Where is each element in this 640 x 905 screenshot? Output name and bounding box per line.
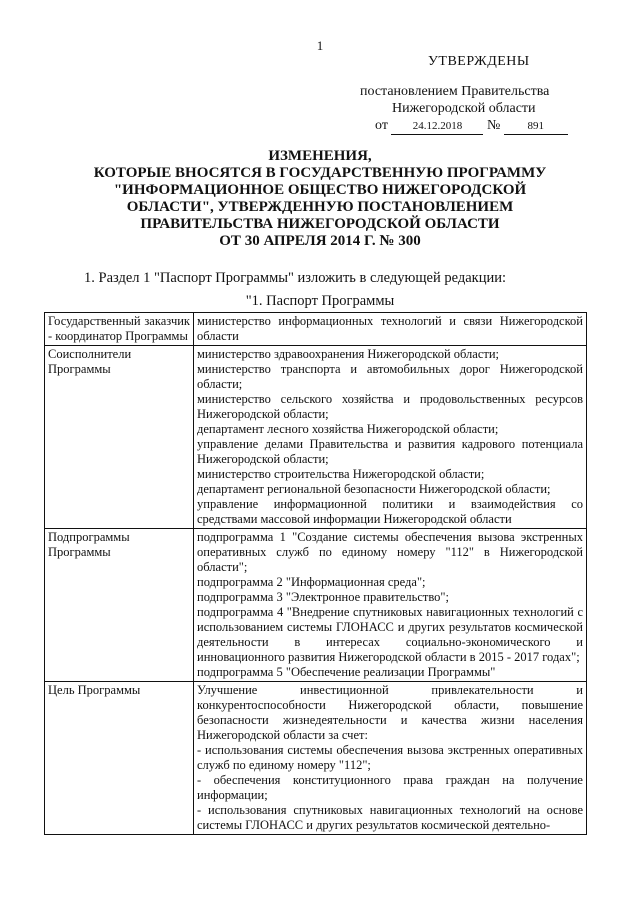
title-line: "ИНФОРМАЦИОННОЕ ОБЩЕСТВО НИЖЕГОРОДСКОЙ	[113, 182, 527, 198]
value-line: - использования спутниковых навигационных технологий на основе системы ГЛОНАСС и других результатов космической деятельно-	[197, 803, 583, 832]
value-line: министерство транспорта и автомобильных дорог Нижегородской области;	[197, 362, 583, 391]
document-title	[60, 148, 580, 250]
value-line: подпрограмма 2 "Информационная среда";	[197, 575, 426, 589]
number-prefix: №	[486, 118, 501, 133]
approval-line-2: Нижегородской области	[392, 101, 536, 116]
approval-title: УТВЕРЖДЕНЫ	[428, 54, 530, 69]
row-value	[194, 529, 587, 682]
table-row	[45, 313, 587, 346]
table-row	[45, 346, 587, 529]
value-line: Улучшение инвестиционной привлекательности и конкурентоспособности Нижегородской области, повышение безопасности жизнедеятельности и качества жизни населения Нижегородской области за счет:	[197, 683, 583, 742]
table-row	[45, 529, 587, 682]
value-line: подпрограмма 5 "Обеспечение реализации Программы"	[197, 665, 496, 679]
value-line: министерство информационных технологий и связи Нижегородской области	[197, 314, 583, 343]
value-line: министерство здравоохранения Нижегородской области;	[197, 347, 500, 361]
value-line: - использования системы обеспечения вызова экстренных оперативных служб по единому номеру "112";	[197, 743, 583, 772]
row-label: Цель Программы	[45, 682, 194, 835]
value-line: управление делами Правительства и развития кадрового потенциала Нижегородской области;	[197, 437, 583, 466]
value-line: департамент региональной безопасности Нижегородской области;	[197, 482, 551, 496]
approval-date-row	[375, 116, 568, 135]
value-line: управление информационной политики и взаимодействия со средствами массовой информации Нижегородской области	[197, 497, 583, 526]
title-line: ИЗМЕНЕНИЯ,	[268, 148, 372, 164]
value-line: подпрограмма 4 "Внедрение спутниковых навигационных технологий с использованием системы ГЛОНАСС и других результатов космической деятельности в интересах социально-экономического и инновационного развития Нижегородской области в 2015 - 2017 годах";	[197, 605, 583, 664]
title-line: КОТОРЫЕ ВНОСЯТСЯ В ГОСУДАРСТВЕННУЮ ПРОГРАММУ	[93, 165, 547, 181]
row-value	[194, 346, 587, 529]
title-line: ПРАВИТЕЛЬСТВА НИЖЕГОРОДСКОЙ ОБЛАСТИ	[140, 216, 500, 232]
approval-line-1: постановлением Правительства	[360, 84, 550, 99]
value-line: министерство строительства Нижегородской области;	[197, 467, 485, 481]
passport-title: "1. Паспорт Программы	[245, 293, 395, 309]
row-value	[194, 682, 587, 835]
approval-date: 24.12.2018	[391, 119, 483, 135]
approval-number: 891	[504, 119, 568, 135]
value-line: подпрограмма 3 "Электронное правительство";	[197, 590, 449, 604]
table-row	[45, 682, 587, 835]
row-label: Подпрограммы Программы	[45, 529, 194, 682]
row-value	[194, 313, 587, 346]
date-prefix: от	[375, 118, 388, 133]
page-number: 1	[316, 38, 324, 53]
value-line: департамент лесного хозяйства Нижегородской области;	[197, 422, 499, 436]
value-line: подпрограмма 1 "Создание системы обеспечения вызова экстренных оперативных служб по единому номеру "112" в Нижегородской области";	[197, 530, 583, 574]
row-label: Соисполнители Программы	[45, 346, 194, 529]
title-line: ОТ 30 АПРЕЛЯ 2014 Г. № 300	[219, 233, 421, 249]
section-instruction: 1. Раздел 1 "Паспорт Программы" изложить в следующей редакции:	[84, 270, 507, 286]
value-line: министерство сельского хозяйства и продовольственных ресурсов Нижегородской области;	[197, 392, 583, 421]
value-line: - обеспечения конституционного права граждан на получение информации;	[197, 773, 583, 802]
row-label: Государственный заказчик - координатор Программы	[45, 313, 194, 346]
passport-table	[44, 312, 587, 835]
title-line: ОБЛАСТИ", УТВЕРЖДЕННУЮ ПОСТАНОВЛЕНИЕМ	[126, 199, 514, 215]
